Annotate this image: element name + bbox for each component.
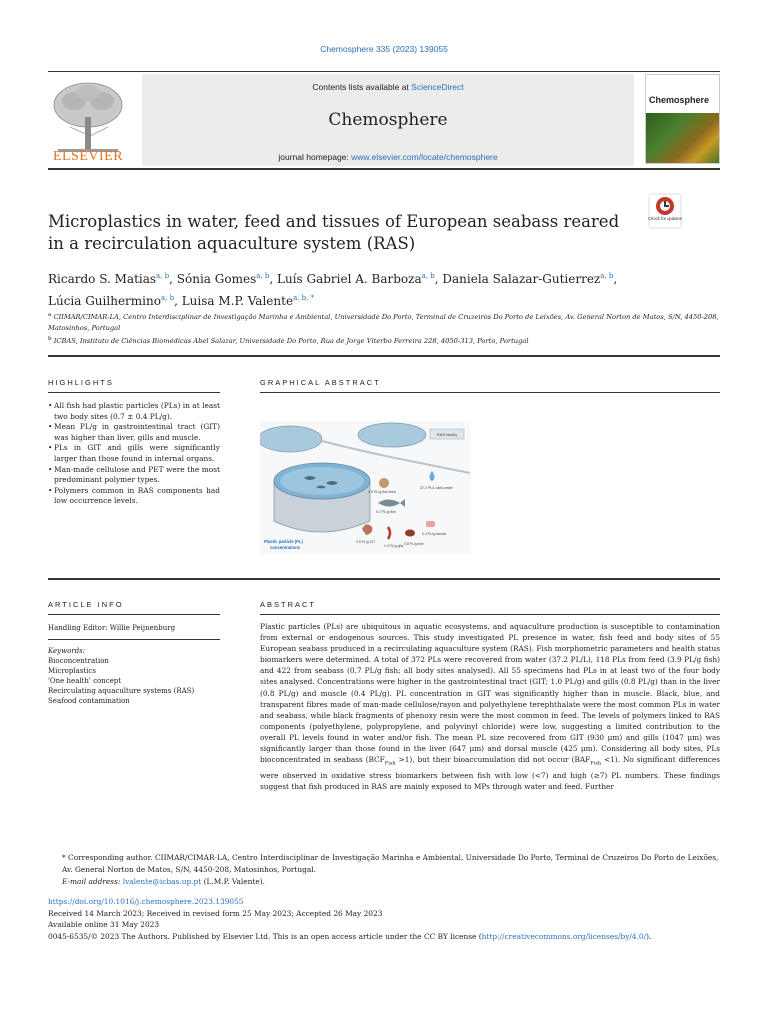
elsevier-wordmark: ELSEVIER	[52, 149, 124, 164]
author-affil-sup[interactable]: a, b	[160, 294, 175, 302]
highlight-item: • Mean PL/g in gastrointestinal tract (GIT) was higher than liver, gills and muscle.	[48, 422, 220, 442]
email-label: E-mail address:	[62, 877, 121, 886]
graphical-abstract-rule	[260, 392, 720, 393]
journal-name: Chemosphere	[328, 110, 448, 130]
abstract-heading: ABSTRACT	[260, 600, 317, 609]
article-info-rule	[48, 614, 220, 615]
header-top-rule	[48, 71, 720, 72]
abstract-part: <1). No significant differences were observed in oxidative stress biomarkers between fish with low (<7) and high (≥7) PL numbers. These findings suggest that fish produced in RAS are mainly exposed to MPs through water and feed. Further	[260, 755, 720, 791]
license-suffix: ).	[646, 931, 652, 941]
highlights-rule	[48, 392, 220, 393]
check-for-updates-icon[interactable]	[648, 193, 682, 229]
footer-notes	[48, 852, 720, 942]
doi-link[interactable]: https://doi.org/10.1016/j.chemosphere.2023.139055	[48, 897, 244, 906]
header-bottom-rule	[48, 168, 720, 170]
handling-editor: Handling Editor: Willie Peijnenburg	[48, 624, 176, 632]
article-info-inner-rule	[48, 639, 220, 640]
author-name[interactable]: Sónia Gomes	[176, 272, 257, 286]
bcf-subscript: Fish	[384, 760, 396, 767]
journal-cover[interactable]	[645, 74, 720, 164]
keywords-label: Keywords:	[48, 647, 86, 655]
water-concentration-label: 37.2 PL/L tank water	[420, 486, 453, 490]
journal-homepage-link[interactable]: www.elsevier.com/locate/chemosphere	[351, 152, 498, 162]
cover-image	[646, 113, 720, 164]
article-metadata	[48, 896, 720, 942]
journal-header	[48, 71, 720, 169]
author-affil-sup[interactable]: a, b	[421, 272, 435, 280]
keyword-item[interactable]: Recirculating aquaculture systems (RAS)	[48, 687, 195, 695]
fish-concentration-label: 0.7 PL/g fish	[376, 510, 396, 514]
abstract-rule	[260, 614, 720, 615]
check-updates-label: Check for updates	[648, 216, 682, 221]
legend-label-1: Plastic particle (PL)	[264, 539, 303, 544]
affiliation-item	[48, 334, 720, 347]
highlight-item: • Man-made cellulose and PET were the most predominant polymer types.	[48, 464, 220, 485]
article-info-heading: ARTICLE INFO	[48, 600, 124, 609]
sciencedirect-link[interactable]: ScienceDirect	[411, 82, 464, 92]
journal-banner	[142, 74, 634, 166]
author-name[interactable]: Daniela Salazar-Gutierrez	[442, 272, 601, 286]
keyword-item[interactable]: 'One health' concept	[48, 677, 122, 685]
highlight-item: • All fish had plastic particles (PLs) in at least two body sites (0.7 ± 0.4 PL/g).	[48, 401, 220, 421]
highlights-list	[48, 401, 220, 549]
graphical-abstract-heading: GRAPHICAL ABSTRACT	[260, 378, 381, 387]
journal-reference[interactable]: Chemosphere 335 (2023) 139055	[320, 44, 448, 54]
feed-concentration-label: 3.9 PL/g fish feed	[368, 490, 396, 494]
section-divider	[48, 355, 720, 357]
article-info	[48, 623, 220, 706]
cover-title: Chemosphere	[649, 95, 710, 105]
highlight-text: Man-made cellulose and PET were the most predominant polymer types.	[54, 464, 220, 485]
author-affil-sup[interactable]: a, b, *	[293, 294, 315, 302]
email-line	[48, 876, 720, 888]
homepage-prefix: journal homepage:	[278, 152, 352, 162]
online-date: Available online 31 May 2023	[48, 920, 160, 929]
highlight-text: All fish had plastic particles (PLs) in at least two body sites (0.7 ± 0.4 PL/g).	[54, 401, 220, 421]
email-suffix: (L.M.P. Valente).	[203, 877, 265, 886]
received-dates: Received 14 March 2023; Received in revised form 25 May 2023; Accepted 26 May 2023	[48, 908, 383, 918]
author-affil-sup[interactable]: a, b	[600, 272, 614, 280]
liver-concentration-label: 0.8 PL/g liver	[404, 542, 424, 546]
affiliations	[48, 310, 720, 347]
highlight-text: Mean PL/g in gastrointestinal tract (GIT) was higher than liver, gills and muscle.	[54, 422, 220, 442]
author-name[interactable]: Lúcia Guilhermino	[48, 294, 161, 308]
author-name[interactable]: Luisa M.P. Valente	[181, 294, 294, 308]
section-divider	[48, 578, 720, 580]
highlight-text: PLs in GIT and gills were significantly larger than those found in internal organs.	[54, 443, 220, 463]
abstract-part: >1), but their bioaccumulation did not occur (BAF	[395, 755, 591, 765]
corresponding-author-note: * Corresponding author. CIIMAR/CIMAR-LA, Centro Interdisciplinar de Investigação Marinha e Ambiental, Universidade Do Porto, Terminal de Cruzeiros Do Porto de Leixões, Av. General Norton de Matos, S/N, 4450-208, Matosinhos, Portugal.	[62, 853, 719, 874]
license-link[interactable]: http://creativecommons.org/licenses/by/4.0/	[481, 931, 647, 941]
abstract-text	[260, 621, 720, 792]
contents-line	[142, 82, 634, 92]
highlight-item: • Polymers common in RAS components had low occurrence levels.	[48, 485, 220, 506]
affiliation-text: CIIMAR/CIMAR-LA, Centro Interdisciplinar de Investigação Marinha e Ambiental, Universidade Do Porto, Terminal de Cruzeiros Do Porto de Leixões, Av. General Norton de Matos, S/N, 4450-208, Matosinhos, Portugal	[48, 313, 719, 333]
article-title: Microplastics in water, feed and tissues of European seabass reared in a recirculation aquaculture system (RAS)	[48, 212, 620, 253]
git-concentration-label: 0.9 PL/g GIT	[356, 540, 376, 544]
author-list: Ricardo S. Matias$^{a, b}$, Sónia Gomes$^{a, b}$, Luís Gabriel A. Barboza$^{a, b}$, Daniela Salazar-Gutierrez$^{a, b}$, Lúcia Guilhermino$^{a, b}$, Luisa M.P. Valente$^{a, b, *}$	[48, 272, 618, 308]
affiliation-text: ICBAS, Instituto de Ciências Biomédicas Abel Salazar, Universidade Do Porto, Rua de Jorge Viterbo Ferreira 228, 4050-313, Porto, Portugal	[53, 337, 529, 346]
email-link[interactable]: lvalente@icbas.up.pt	[122, 877, 202, 886]
legend-label-2: concentrations	[270, 545, 301, 550]
author-name[interactable]: Ricardo S. Matias	[48, 272, 157, 286]
keyword-item[interactable]: Microplastics	[48, 667, 96, 675]
homepage-line	[142, 152, 634, 162]
license-line	[48, 931, 720, 943]
author-name[interactable]: Luís Gabriel A. Barboza	[276, 272, 422, 286]
author-affil-sup[interactable]: a, b	[156, 272, 170, 280]
license-prefix: 0045-6535/© 2023 The Authors. Published by Elsevier Ltd. This is an open access article under the CC BY license (	[48, 931, 482, 941]
highlights-heading: HIGHLIGHTS	[48, 378, 114, 387]
muscle-concentration-label: 0.4 PL/g muscle	[422, 532, 447, 536]
abstract-part: Plastic particles (PLs) are ubiquitous in aquatic ecosystems, and aquaculture production is susceptible to contamination from external or endogenous sources. This study investigated PL presence in water, fish feed and body sites of 55 European seabass produced in a recirculating aquaculture system (RAS). Fish morphometric parameters and health status biomarkers were determined. A total of 372 PLs were recovered from water (37.2 PL/L), 118 PLs from feed (3.9 PL/g fish) and 422 from seabass (0.7 PL/g fish; all body sites analysed). All 55 specimens had PLs in at least two of the four body sites analysed. Concentrations were higher in the gastrointestinal tract (GIT; 1.0 PL/g) and gills (0.8 PL/g) than in the liver (0.8 PL/g) and muscle (0.4 PL/g). PL concentration in GIT was significantly higher than in muscle. Black, blue, and transparent fibres made of man-made cellulose/rayon and polyethylene terephthalate were the most common PLs in water and seabass, while black fragments of phenoxy resin were the most common in feed. The levels of polymers linked to RAS components (polyethylene, polypropylene, and polyvinyl chloride) were low, suggesting a limited contribution to the overall PL levels found in water and/or fish. The mean PL size recovered from GIT (930 μm) and gills (1047 μm) was significantly larger than those found in the liver (647 μm) and dorsal muscle (425 μm). Considering all body sites, PLs bioconcentrated in seabass (BCF	[260, 622, 720, 765]
highlight-text: Polymers common in RAS components had low occurrence levels.	[54, 485, 220, 506]
gills-concentration-label: 1.0 PL/g gills	[384, 544, 404, 548]
contents-prefix: Contents lists available at	[312, 82, 412, 92]
keyword-item[interactable]: Bioconcentration	[48, 657, 109, 665]
highlight-item: • PLs in GIT and gills were significantly larger than those found in internal organs.	[48, 443, 220, 463]
ras-facility-label: RAS facility	[436, 432, 458, 437]
affiliation-sup: a	[48, 312, 52, 318]
baf-subscript: Fish	[590, 760, 602, 767]
graphical-abstract-image[interactable]	[260, 421, 470, 554]
keyword-item[interactable]: Seafood contamination	[48, 697, 130, 705]
author-affil-sup[interactable]: a, b	[256, 272, 270, 280]
affiliation-item	[48, 310, 720, 334]
affiliation-sup: b	[48, 336, 52, 343]
